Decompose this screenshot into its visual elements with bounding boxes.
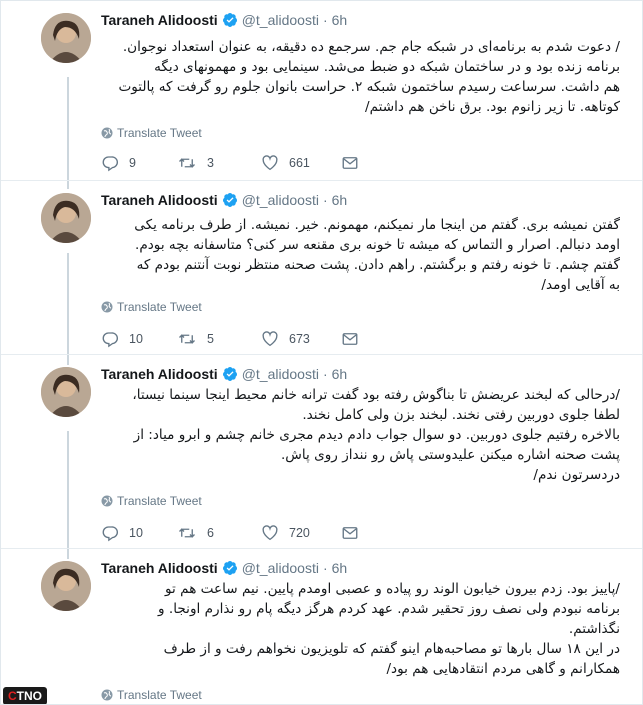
envelope-icon xyxy=(341,330,359,348)
retweet-icon xyxy=(177,330,197,348)
separator-dot: · xyxy=(322,560,328,576)
verified-badge-icon xyxy=(222,192,238,208)
author-name[interactable]: Taraneh Alidoosti xyxy=(101,560,218,576)
reply-button[interactable] xyxy=(101,154,177,172)
watermark-suffix: TNO xyxy=(16,689,42,703)
retweet-icon xyxy=(177,154,197,172)
tweet-text: /پاییز بود. زدم بیرون خیابون الوند رو پیاده و عصبی اومدم پایین. نیم ساعت هم تو برنامه نبودم ولی نصف روز تحقیر شدم. عهد کردم هرگز دیگه پام رو نذارم اونجا. و نگذاشتم. در این ۱۸ سال بارها تو مصاحبه‌هام اینو گفتم که تلویزیون نخواهم رفت و از طرف همکارانم و گاهی مردم انتقادهایی هم بود/ xyxy=(158,581,620,677)
globe-icon xyxy=(101,495,113,507)
like-button[interactable] xyxy=(261,330,341,348)
tweet-text: / دعوت شدم به برنامه‌ای در شبکه جام جم. سرجمع ده دقیقه، به عنوان استعداد نوجوان. برنامه زنده بود و در ساختمان شبکه دو ضبط می‌شد. سینمایی بود و مهمونهای دیگه هم داشت. سرساعت رسیدم ساختمون شبکه ۲. حراست بانوان جلوم رو گرفت که پالتوت کوتاهه. تا زیر زانوم بود. برق ناخن هم داشتم/ xyxy=(118,39,620,115)
tweet-actions xyxy=(101,330,359,348)
direct-message-button[interactable] xyxy=(341,330,359,348)
heart-icon xyxy=(261,330,279,348)
globe-icon xyxy=(101,689,113,701)
author-handle[interactable]: @t_alidoosti xyxy=(241,560,319,576)
retweet-icon xyxy=(177,524,197,542)
separator-dot: · xyxy=(322,12,328,28)
tweet-actions xyxy=(101,154,359,172)
translate-tweet-link[interactable] xyxy=(101,126,202,140)
globe-icon xyxy=(101,127,113,139)
tweet-header xyxy=(101,12,347,28)
author-name[interactable]: Taraneh Alidoosti xyxy=(101,12,218,28)
author-name[interactable]: Taraneh Alidoosti xyxy=(101,192,218,208)
retweet-button[interactable] xyxy=(177,154,261,172)
reply-count: 9 xyxy=(129,156,136,170)
watermark-logo xyxy=(3,687,47,705)
heart-icon xyxy=(261,154,279,172)
reply-icon xyxy=(101,524,119,542)
like-count: 720 xyxy=(289,526,310,540)
envelope-icon xyxy=(341,524,359,542)
verified-badge-icon xyxy=(222,366,238,382)
direct-message-button[interactable] xyxy=(341,154,359,172)
reply-icon xyxy=(101,154,119,172)
tweet-header xyxy=(101,560,347,576)
envelope-icon xyxy=(341,154,359,172)
tweet-header xyxy=(101,192,347,208)
verified-badge-icon xyxy=(222,560,238,576)
like-button[interactable] xyxy=(261,524,341,542)
like-button[interactable] xyxy=(261,154,341,172)
direct-message-button[interactable] xyxy=(341,524,359,542)
tweet[interactable] xyxy=(1,1,642,181)
reply-icon xyxy=(101,330,119,348)
timestamp[interactable]: 6h xyxy=(331,12,348,28)
reply-count: 10 xyxy=(129,332,143,346)
retweet-button[interactable] xyxy=(177,524,261,542)
retweet-count: 6 xyxy=(207,526,214,540)
avatar[interactable] xyxy=(41,367,91,417)
author-handle[interactable]: @t_alidoosti xyxy=(241,12,319,28)
translate-tweet-link[interactable] xyxy=(101,688,202,702)
author-handle[interactable]: @t_alidoosti xyxy=(241,192,319,208)
avatar[interactable] xyxy=(41,193,91,243)
retweet-button[interactable] xyxy=(177,330,261,348)
tweet-text: /درحالی که لبخند عریضش تا بناگوش رفته بود گفت ترانه خانم محیط اینجا سینما نیستا، لطفا جلوی دوربین رفتی نخند. لبخند بزن ولی کامل نخند. بالاخره رفتیم جلوی دوربین. دو سوال جواب دادم دیدم مجری خانم چشم و ابرو میاد: از پشت صحنه اشاره میکنن علیدوستی پاش رو ننداز روی پاش. دردسرتون ندم/ xyxy=(132,387,620,483)
reply-button[interactable] xyxy=(101,330,177,348)
like-count: 661 xyxy=(289,156,310,170)
watermark-prefix: C xyxy=(7,689,17,703)
author-name[interactable]: Taraneh Alidoosti xyxy=(101,366,218,382)
globe-icon xyxy=(101,301,113,313)
timestamp[interactable]: 6h xyxy=(331,192,348,208)
translate-tweet-link[interactable] xyxy=(101,300,202,314)
avatar[interactable] xyxy=(41,13,91,63)
reply-button[interactable] xyxy=(101,524,177,542)
tweet-actions xyxy=(101,524,359,542)
tweet[interactable] xyxy=(1,355,642,549)
translate-tweet-link[interactable] xyxy=(101,494,202,508)
retweet-count: 3 xyxy=(207,156,214,170)
tweet[interactable] xyxy=(1,181,642,355)
timestamp[interactable]: 6h xyxy=(331,366,348,382)
translate-label: Translate Tweet xyxy=(117,688,202,702)
translate-label: Translate Tweet xyxy=(117,300,202,314)
timestamp[interactable]: 6h xyxy=(331,560,348,576)
tweet-header xyxy=(101,366,347,382)
tweet[interactable] xyxy=(1,549,642,705)
retweet-count: 5 xyxy=(207,332,214,346)
separator-dot: · xyxy=(322,192,328,208)
verified-badge-icon xyxy=(222,12,238,28)
avatar[interactable] xyxy=(41,561,91,611)
tweet-text: گفتن نمیشه بری. گفتم من اینجا مار نمیکنم، مهمونم. خیر. نمیشه. از طرف برنامه یکی اومد دنبالم. اصرار و التماس که میشه تا خونه بری مقنعه سر کنی؟ متاسفانه بچه بودم. گفتم چشم. تا خونه رفتم و برگشتم. راهم دادن. پشت صحنه منتظر نوبت آنتنم بودم که به آقایی اومد/ xyxy=(134,217,620,293)
heart-icon xyxy=(261,524,279,542)
translate-label: Translate Tweet xyxy=(117,494,202,508)
author-handle[interactable]: @t_alidoosti xyxy=(241,366,319,382)
reply-count: 10 xyxy=(129,526,143,540)
like-count: 673 xyxy=(289,332,310,346)
separator-dot: · xyxy=(322,366,328,382)
translate-label: Translate Tweet xyxy=(117,126,202,140)
